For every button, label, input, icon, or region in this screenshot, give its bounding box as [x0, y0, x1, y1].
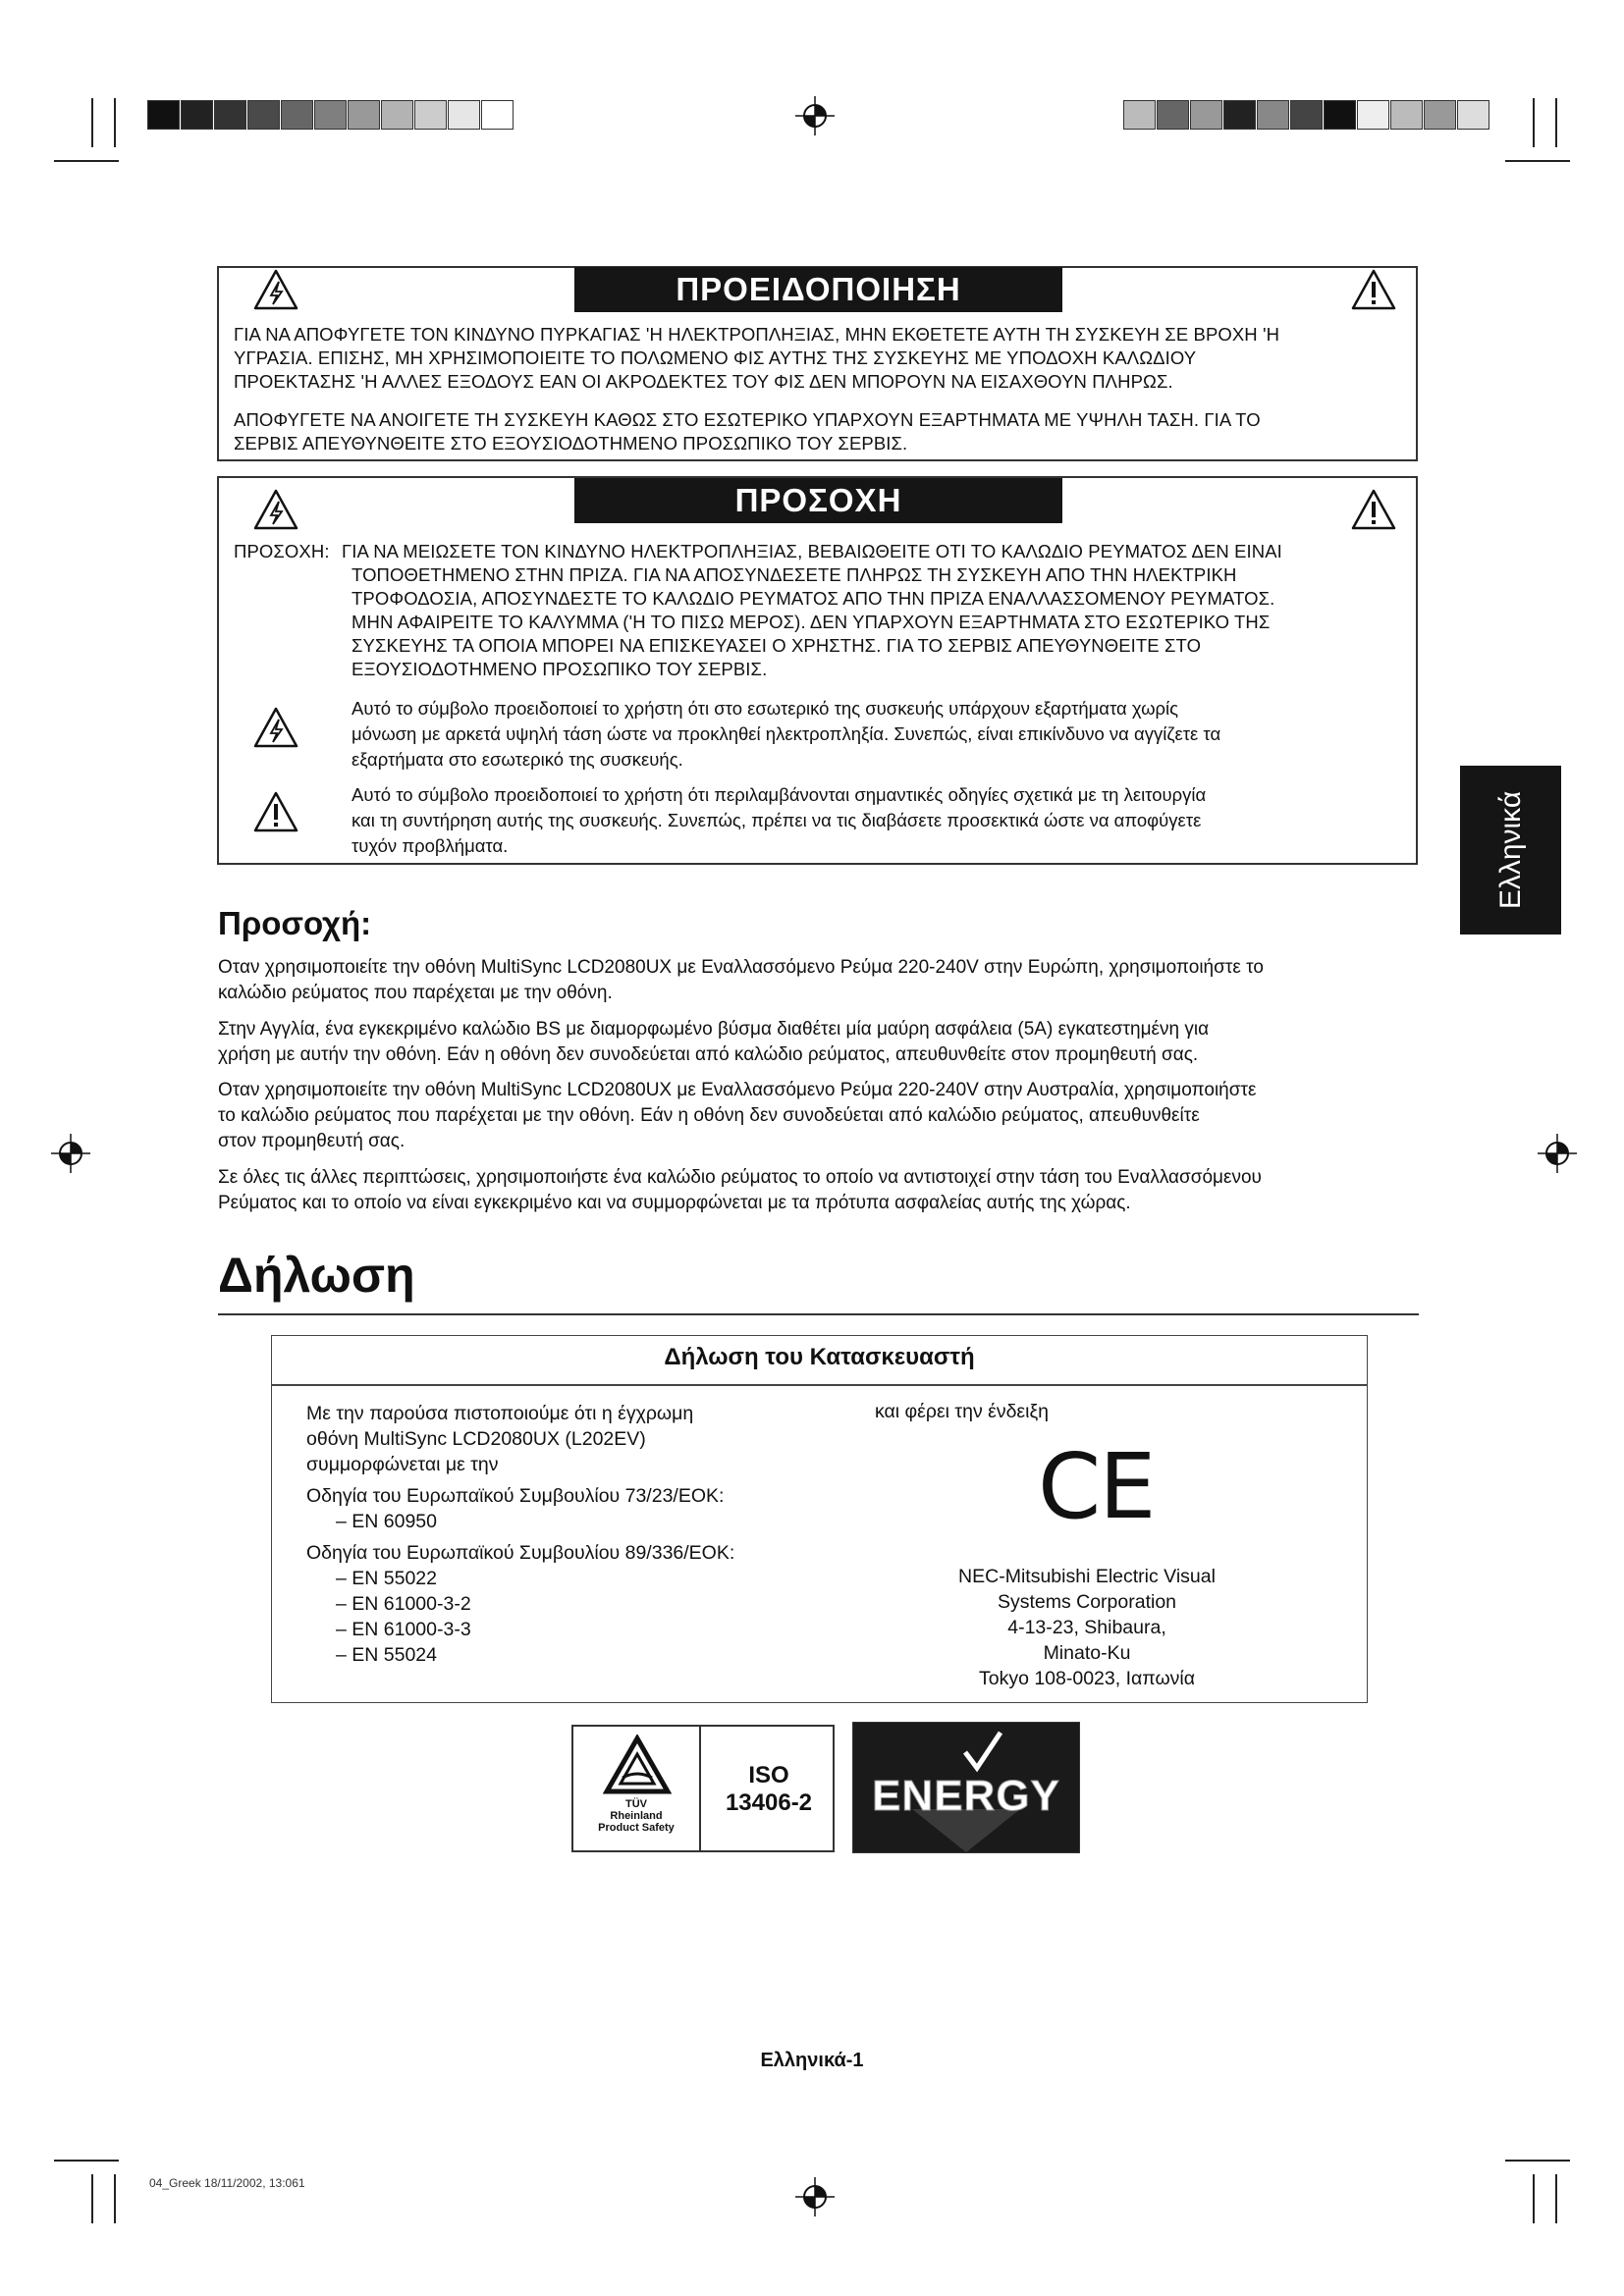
ce-mark: CE	[1038, 1434, 1155, 1539]
declaration-box-title: Δήλωση του Κατασκευαστή	[664, 1344, 975, 1370]
color-bar-right	[1123, 100, 1490, 130]
tuv-text: TÜV Rheinland Product Safety	[598, 1798, 675, 1834]
prosoxi-paragraph-2: Στην Αγγλία, ένα εγκεκριμένο καλώδιο BS με διαμορφωμένο βύσμα διαθέτει μία μαύρη ασφάλεια (5A) εγκατεστημένη για χρήση με αυτήν την οθόνη. Εάν η οθόνη δεν συνοδεύεται από καλώδιο ρεύματος, απευθυνθείτε στον προμηθευτή σας.	[218, 1019, 1210, 1065]
checkmark-icon	[961, 1729, 1004, 1774]
lightning-warning-icon	[252, 488, 299, 531]
prosoxi-paragraph-3: Οταν χρησιμοποιείτε την οθόνη MultiSync LCD2080UX με Εναλλασσόμενο Ρεύμα 220-240V στην Αυστραλία, χρησιμοποιήστε το καλώδιο ρεύματος που παρέχεται με την οθόνη. Εάν η οθόνη δεν συνοδεύεται από καλώδιο ρεύματος, απευθυνθείτε στον προμηθευτή σας.	[218, 1080, 1257, 1151]
symbol-2-description: Αυτό το σύμβολο προειδοποιεί το χρήστη ότι περιλαμβάνονται σημαντικές οδηγίες σχετικά με τη λειτουργία και τη συντήρηση αυτής της συσκευής. Συνεπώς, πρέπει να τις διαβάσετε προσεκτικά ώστε να αποφύγετε τυχόν προβλήματα.	[352, 784, 1207, 856]
page-number: Ελληνικά-1	[760, 2050, 864, 2071]
registration-mark-top	[795, 96, 835, 135]
registration-mark-right	[1538, 1134, 1577, 1173]
warning-box	[217, 266, 1418, 461]
print-slug: 04_Greek 18/11/2002, 13:061	[149, 2176, 305, 2190]
exclamation-symbol-icon	[252, 790, 299, 833]
declaration-box-divider	[272, 1384, 1367, 1386]
color-bar-left	[147, 100, 514, 130]
prosoxi-heading: Προσοχή:	[218, 905, 372, 941]
language-tab	[1460, 766, 1561, 934]
lightning-symbol-icon	[252, 706, 299, 749]
energy-star-logo	[852, 1722, 1080, 1853]
declaration-box	[271, 1335, 1368, 1703]
declaration-left-column: Με την παρούσα πιστοποιούμε ότι η έγχρωμη οθόνη MultiSync LCD2080UX (L202EV) συμμορφώνεται με την Οδηγία του Ευρωπαϊκού Συμβουλίου 73/23/ΕΟΚ: – EN 60950 Οδηγία του Ευρωπαϊκού Συμβουλίου 89/336/ΕΟΚ: – EN 55022 – EN 61000-3-2 – EN 61000-3-3 – EN 55024	[306, 1403, 735, 1666]
declaration-heading: Δήλωση	[218, 1248, 415, 1303]
warning-text-1: ΓΙΑ ΝΑ ΑΠΟΦΥΓΕΤΕ ΤΟΝ ΚΙΝΔΥΝΟ ΠΥΡΚΑΓΙΑΣ 'Η ΗΛΕΚΤΡΟΠΛΗΞΙΑΣ, ΜΗΝ ΕΚΘΕΤΕΤΕ ΑΥΤΗ ΤΗ ΣΥΣΚΕΥΗ ΣΕ ΒΡΟΧΗ 'Η ΥΓΡΑΣΙΑ. ΕΠΙΣΗΣ, ΜΗ ΧΡΗΣΙΜΟΠΟΙΕΙΤΕ ΤΟ ΠΟΛΩΜΕΝΟ ΦΙΣ ΑΥΤΗΣ ΤΗΣ ΣΥΣΚΕΥΗΣ ΜΕ ΥΠΟΔΟΧΗ ΚΑΛΩΔΙΟΥ ΠΡΟΕΚΤΑΣΗΣ 'Η ΑΛΛΕΣ ΕΞΟΔΟΥΣ ΕΑΝ ΟΙ ΑΚΡΟΔΕΚΤΕΣ ΤΟΥ ΦΙΣ ΔΕΝ ΜΠΟΡΟΥΝ ΝΑ ΕΙΣΑΧΘΟΥΝ ΠΛΗΡΩΣ.	[234, 324, 1280, 392]
tuv-iso-logo	[571, 1725, 835, 1852]
iso-text: ISO 13406-2	[725, 1762, 813, 1816]
manufacturer-address: NEC-Mitsubishi Electric Visual Systems Corporation 4-13-23, Shibaura, Minato-Ku Tokyo 108-0023, Ιαπωνία	[958, 1566, 1216, 1689]
declaration-right-intro: και φέρει την ένδειξη	[875, 1401, 1050, 1422]
caution-text: ΓΙΑ ΝΑ ΜΕΙΩΣΕΤΕ ΤΟΝ ΚΙΝΔΥΝΟ ΗΛΕΚΤΡΟΠΛΗΞΙΑΣ, ΒΕΒΑΙΩΘΕΙΤΕ ΟΤΙ ΤΟ ΚΑΛΩΔΙΟ ΡΕΥΜΑΤΟΣ ΔΕΝ ΕΙΝΑΙ ΤΟΠΟΘΕΤΗΜΕΝΟ ΣΤΗΝ ΠΡΙΖΑ. ΓΙΑ ΝΑ ΑΠΟΣΥΝΔΕΣΕΤΕ ΠΛΗΡΩΣ ΤΗ ΣΥΣΚΕΥΗ ΑΠΟ ΤΗΝ ΗΛΕΚΤΡΙΚΗ ΤΡΟΦΟΔΟΣΙΑ, ΑΠΟΣΥΝΔΕΣΤΕ ΤΟ ΚΑΛΩΔΙΟ ΡΕΥΜΑΤΟΣ ΑΠΟ ΤΗΝ ΠΡΙΖΑ ΕΝΑΛΛΑΣΣΟΜΕΝΟΥ ΡΕΥΜΑΤΟΣ. ΜΗΝ ΑΦΑΙΡΕΙΤΕ ΤΟ ΚΑΛΥΜΜΑ ('Η ΤΟ ΠΙΣΩ ΜΕΡΟΣ). ΔΕΝ ΥΠΑΡΧΟΥΝ ΕΞΑΡΤΗΜΑΤΑ ΣΤΟ ΕΣΩΤΕΡΙΚΟ ΤΗΣ ΣΥΣΚΕΥΗΣ ΤΑ ΟΠΟΙΑ ΜΠΟΡΕΙ ΝΑ ΕΠΙΣΚΕΥΑΣΕΙ Ο ΧΡΗΣΤΗΣ. ΓΙΑ ΤΟ ΣΕΡΒΙΣ ΑΠΕΥΘΥΝΘΕΙΤΕ ΣΤΟ ΕΞΟΥΣΙΟΔΟΤΗΜΕΝΟ ΠΡΟΣΩΠΙΚΟ ΤΟΥ ΣΕΡΒΙΣ.	[342, 541, 1282, 679]
declaration-rule	[218, 1313, 1419, 1315]
energy-label: ENERGY	[872, 1772, 1060, 1820]
warning-title: ΠΡΟΕΙΔΟΠΟΙΗΣΗ	[574, 267, 1062, 312]
exclamation-warning-icon	[1350, 268, 1397, 311]
language-tab-label: Ελληνικά	[1493, 790, 1527, 910]
tuv-triangle-icon	[603, 1735, 672, 1795]
warning-text-2: ΑΠΟΦΥΓΕΤΕ ΝΑ ΑΝΟΙΓΕΤΕ ΤΗ ΣΥΣΚΕΥΗ ΚΑΘΩΣ ΣΤΟ ΕΣΩΤΕΡΙΚΟ ΥΠΑΡΧΟΥΝ ΕΞΑΡΤΗΜΑΤΑ ΜΕ ΥΨΗΛΗ ΤΑΣΗ. ΓΙΑ ΤΟ ΣΕΡΒΙΣ ΑΠΕΥΘΥΝΘΕΙΤΕ ΣΤΟ ΕΞΟΥΣΙΟΔΟΤΗΜΕΝΟ ΠΡΟΣΩΠΙΚΟ ΤΟΥ ΣΕΡΒΙΣ.	[234, 409, 1261, 454]
caution-box	[217, 476, 1418, 865]
prosoxi-paragraph-1: Οταν χρησιμοποιείτε την οθόνη MultiSync LCD2080UX με Εναλλασσόμενο Ρεύμα 220-240V στην Ευρώπη, χρησιμοποιήστε το καλώδιο ρεύματος που παρέχεται με την οθόνη.	[218, 957, 1264, 1003]
caution-label: ΠΡΟΣΟΧΗ:	[234, 541, 330, 561]
registration-mark-left	[51, 1134, 90, 1173]
exclamation-warning-icon	[1350, 488, 1397, 531]
symbol-1-description: Αυτό το σύμβολο προειδοποιεί το χρήστη ότι στο εσωτερικό της συσκευής υπάρχουν εξαρτήματα χωρίς μόνωση με αρκετά υψηλή τάση ώστε να προκληθεί ηλεκτροπληξία. Συνεπώς, είναι επικίνδυνο να αγγίζετε τα εξαρτήματα στο εσωτερικό της συσκευής.	[352, 698, 1221, 770]
lightning-warning-icon	[252, 268, 299, 311]
prosoxi-paragraph-4: Σε όλες τις άλλες περιπτώσεις, χρησιμοποιήστε ένα καλώδιο ρεύματος το οποίο να αντιστοιχεί στην τάση του Εναλλασσόμενου Ρεύματος και το οποίο να είναι εγκεκριμένο και να συμμορφώνεται με τα πρότυπα ασφαλείας αυτής της χώρας.	[218, 1167, 1262, 1213]
caution-title: ΠΡΟΣΟΧΗ	[574, 478, 1062, 523]
registration-mark-bottom	[795, 2177, 835, 2216]
